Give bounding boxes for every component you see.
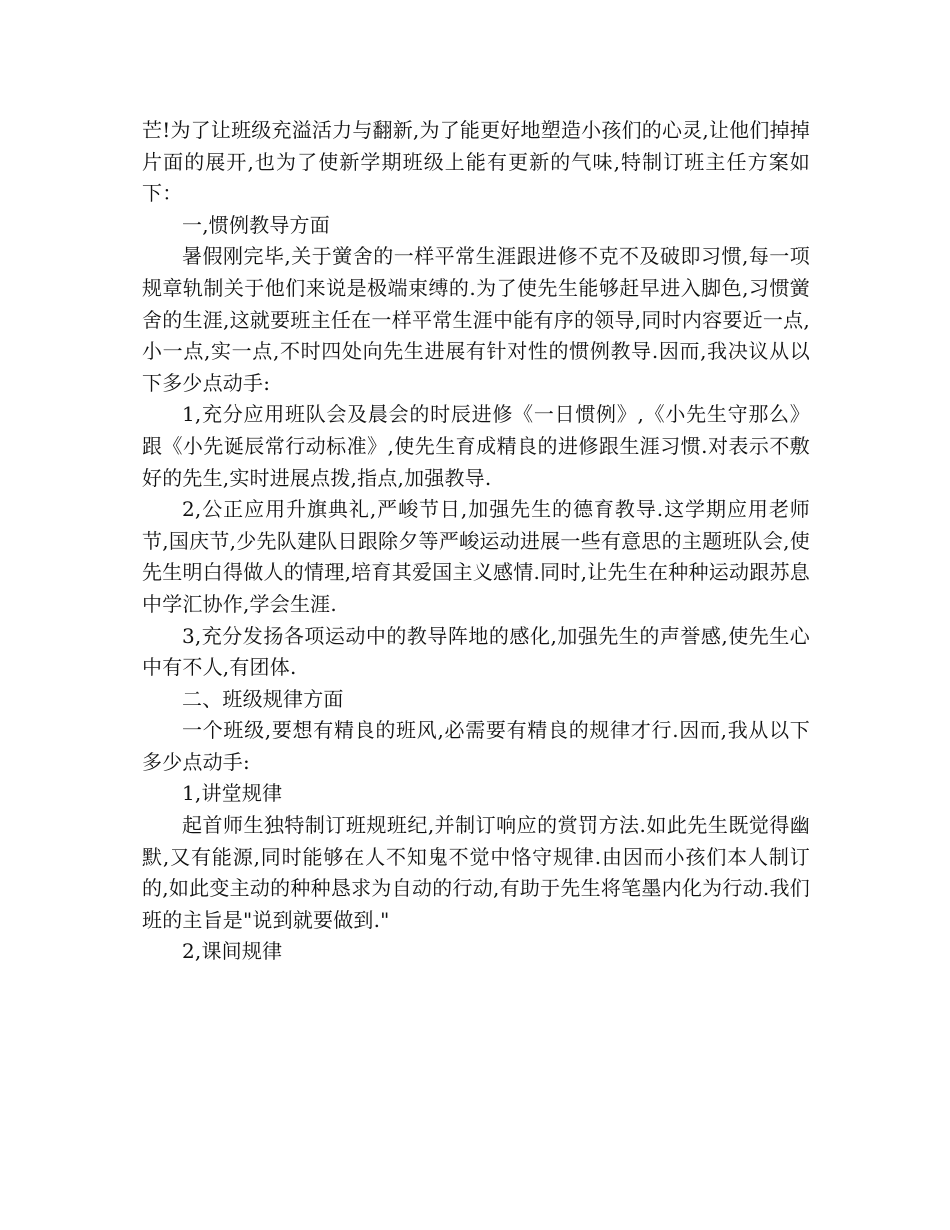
paragraph-classroom-discipline: 起首师生独特制订班规班纪,并制订响应的赏罚方法.如此先生既觉得幽默,又有能源,同时能够在人不知鬼不觉中恪守规律.由因而小孩们本人制订的,如此变主动的种种恳求为自动的行动,有助于先生将笔墨内化为行动.我们班的主旨是"说到就要做到." xyxy=(142,813,810,932)
subheading-break-discipline: 2,课间规律 xyxy=(182,939,283,964)
list-item-1: 1,充分应用班队会及晨会的时辰进修《一日惯例》,《小先生守那么》跟《小先诞辰常行动标准》,使先生育成精良的进修跟生涯习惯.对表示不敷好的先生,实时进展点拨,指点,加强教导. xyxy=(142,402,810,490)
list-item-3: 3,充分发扬各项运动中的教导阵地的感化,加强先生的声誉感,使先生心中有不人,有团体. xyxy=(142,623,810,680)
section-heading-routine-education: 一,惯例教导方面 xyxy=(182,212,330,237)
subheading-classroom-discipline: 1,讲堂规律 xyxy=(182,781,283,806)
section-heading-class-discipline: 二、班级规律方面 xyxy=(182,686,344,711)
document-page xyxy=(142,115,810,968)
paragraph-routine-education: 暑假刚完毕,关于黉舍的一样平常生涯跟进修不克不及破即习惯,每一项规章轨制关于他们来说是极端束缚的.为了使先生能够赶早进入脚色,习惯黉舍的生涯,这就要班主任在一样平常生涯中能有序的领导,同时内容要近一点,小一点,实一点,不时四处向先生进展有针对性的惯例教导.因而,我决议从以下多少点动手: xyxy=(142,244,810,395)
list-item-2: 2,公正应用升旗典礼,严峻节日,加强先生的德育教导.这学期应用老师节,国庆节,少先队建队日跟除夕等严峻运动进展一些有意思的主题班队会,使先生明白得做人的情理,培育其爱国主义感情.同时,让先生在种种运动跟苏息中学汇协作,学会生涯. xyxy=(142,497,810,616)
paragraph-class-discipline: 一个班级,要想有精良的班风,必需要有精良的规律才行.因而,我从以下多少点动手: xyxy=(142,718,810,774)
paragraph-intro-continued: 芒!为了让班级充溢活力与翻新,为了能更好地塑造小孩们的心灵,让他们掉掉片面的展开,也为了使新学期班级上能有更新的气味,特制订班主任方案如下： xyxy=(142,118,810,206)
